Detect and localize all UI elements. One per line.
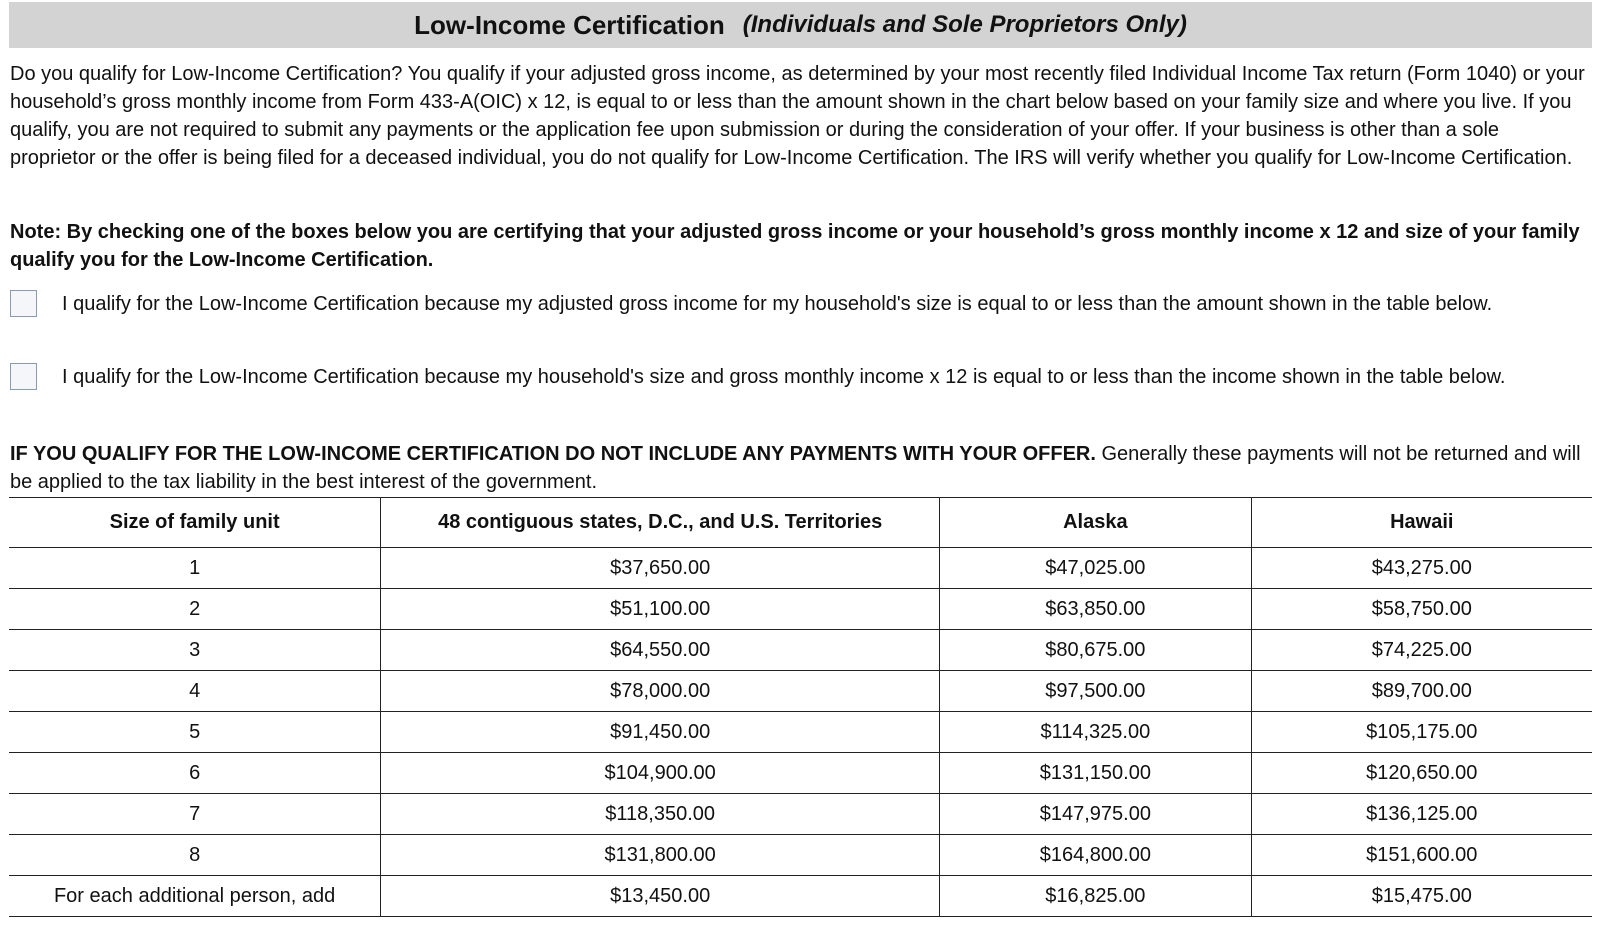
table-row: [9, 794, 1592, 835]
monthly-income-checkbox[interactable]: [10, 363, 37, 390]
hawaii-amount-cell: $58,750.00: [1251, 589, 1592, 630]
contiguous-amount-cell: $64,550.00: [381, 630, 940, 671]
agi-option-label: I qualify for the Low-Income Certification because my adjusted gross income for my household's size is equal to or less than the amount shown in the table below.: [62, 293, 1493, 315]
contiguous-amount-cell: $51,100.00: [381, 589, 940, 630]
family-size-cell: 5: [9, 712, 381, 753]
contiguous-amount-cell: $13,450.00: [381, 876, 940, 917]
family-size-cell: 2: [9, 589, 381, 630]
table-row-additional-person: [9, 876, 1592, 917]
intro-paragraph: Do you qualify for Low-Income Certification? You qualify if your adjusted gross income, as determined by your most recently filed Individual Income Tax return (Form 1040) or your household’s gross monthly income from Form 433-A(OIC) x 12, is equal to or less than the amount shown in the chart below based on your family size and where you live. If you qualify, you are not required to submit any payments or the application fee upon submission or during the consideration of your offer. If your business is other than a sole proprietor or the offer is being filed for a deceased individual, you do not qualify for Low-Income Certification. The IRS will verify whether you qualify for Low-Income Certification.: [10, 63, 1585, 169]
table-row: [9, 630, 1592, 671]
family-size-cell: 1: [9, 548, 381, 589]
alaska-amount-cell: $47,025.00: [940, 548, 1251, 589]
monthly-income-option-label: I qualify for the Low-Income Certification because my household's size and gross monthly income x 12 is equal to or less than the income shown in the table below.: [62, 366, 1506, 388]
certification-option-monthly-income: [10, 363, 1590, 391]
income-threshold-table: [9, 497, 1592, 917]
hawaii-amount-cell: $89,700.00: [1251, 671, 1592, 712]
additional-person-label-cell: For each additional person, add: [9, 876, 381, 917]
alaska-amount-cell: $164,800.00: [940, 835, 1251, 876]
alaska-amount-cell: $80,675.00: [940, 630, 1251, 671]
family-size-cell: 6: [9, 753, 381, 794]
hawaii-amount-cell: $15,475.00: [1251, 876, 1592, 917]
hawaii-amount-cell: $151,600.00: [1251, 835, 1592, 876]
section-subtitle: (Individuals and Sole Proprietors Only): [742, 11, 1187, 38]
family-size-cell: 7: [9, 794, 381, 835]
hawaii-amount-cell: $105,175.00: [1251, 712, 1592, 753]
hawaii-amount-cell: $120,650.00: [1251, 753, 1592, 794]
hawaii-amount-cell: $43,275.00: [1251, 548, 1592, 589]
certification-option-agi: [10, 290, 1590, 318]
alaska-amount-cell: $97,500.00: [940, 671, 1251, 712]
section-title: Low-Income Certification: [414, 9, 725, 40]
column-header-family-size: Size of family unit: [9, 498, 381, 548]
contiguous-amount-cell: $37,650.00: [381, 548, 940, 589]
alaska-amount-cell: $16,825.00: [940, 876, 1251, 917]
family-size-cell: 8: [9, 835, 381, 876]
payment-warning: [10, 440, 1590, 496]
contiguous-amount-cell: $91,450.00: [381, 712, 940, 753]
alaska-amount-cell: $114,325.00: [940, 712, 1251, 753]
table-row: [9, 548, 1592, 589]
table-row: [9, 589, 1592, 630]
table-row: [9, 835, 1592, 876]
table-row: [9, 753, 1592, 794]
table-header-row: [9, 498, 1592, 548]
table-row: [9, 671, 1592, 712]
payment-warning-text: Generally these payments will not be returned and will be applied to the tax liability in the best interest of the government.: [10, 443, 1581, 493]
hawaii-amount-cell: $136,125.00: [1251, 794, 1592, 835]
column-header-alaska: Alaska: [940, 498, 1251, 548]
table-row: [9, 712, 1592, 753]
contiguous-amount-cell: $78,000.00: [381, 671, 940, 712]
alaska-amount-cell: $63,850.00: [940, 589, 1251, 630]
contiguous-amount-cell: $104,900.00: [381, 753, 940, 794]
note-paragraph: Note: By checking one of the boxes below you are certifying that your adjusted gross income or your household’s gross monthly income x 12 and size of your family qualify you for the Low-Income Certification.: [10, 221, 1580, 271]
family-size-cell: 3: [9, 630, 381, 671]
contiguous-amount-cell: $131,800.00: [381, 835, 940, 876]
column-header-contiguous-states: 48 contiguous states, D.C., and U.S. Territories: [381, 498, 940, 548]
alaska-amount-cell: $147,975.00: [940, 794, 1251, 835]
family-size-cell: 4: [9, 671, 381, 712]
payment-warning-bold: IF YOU QUALIFY FOR THE LOW-INCOME CERTIFICATION DO NOT INCLUDE ANY PAYMENTS WITH YOUR OFFER.: [10, 443, 1096, 465]
contiguous-amount-cell: $118,350.00: [381, 794, 940, 835]
agi-checkbox[interactable]: [10, 290, 37, 317]
alaska-amount-cell: $131,150.00: [940, 753, 1251, 794]
hawaii-amount-cell: $74,225.00: [1251, 630, 1592, 671]
column-header-hawaii: Hawaii: [1251, 498, 1592, 548]
section-header: [9, 2, 1592, 48]
